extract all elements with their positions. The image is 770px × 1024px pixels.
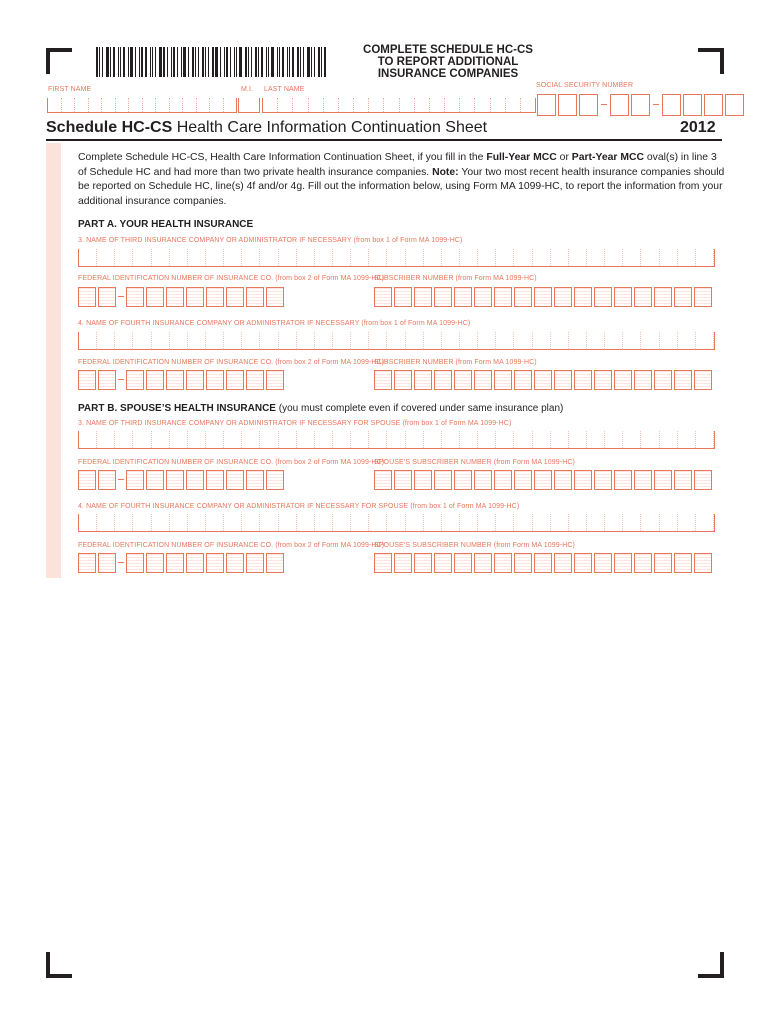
schedule-name: Schedule HC-CS (46, 119, 173, 136)
part-b-subscriber-label-2: SPOUSE’S SUBSCRIBER NUMBER (from Form MA 1099-HC) (374, 542, 575, 549)
registration-mark-bottom-left (46, 952, 72, 978)
part-b-fourth-company-field[interactable] (78, 514, 715, 532)
header-note-line2: TO REPORT ADDITIONAL (377, 56, 519, 68)
part-a-line4-label: 4. NAME OF FOURTH INSURANCE COMPANY OR ADMINISTRATOR IF NECESSARY (from box 1 of Form MA 1099-HC) (78, 320, 471, 327)
part-a-heading: PART A. YOUR HEALTH INSURANCE (78, 219, 254, 230)
part-b-fein-label-1: FEDERAL IDENTIFICATION NUMBER OF INSURANCE CO. (from box 2 of Form MA 1099-HC) (78, 459, 385, 466)
part-b-subscriber-field-2[interactable] (374, 553, 712, 573)
part-b-heading (78, 403, 563, 414)
registration-mark-top-left (46, 48, 72, 74)
schedule-subtitle: Health Care Information Continuation Sheet (176, 119, 488, 136)
part-a-third-company-field[interactable] (78, 249, 715, 267)
part-a-fein-field-2[interactable] (78, 370, 284, 390)
side-bar (46, 143, 61, 578)
part-b-heading-text: PART B. SPOUSE’S HEALTH INSURANCE (78, 403, 276, 414)
part-b-fein-field-1[interactable] (78, 470, 284, 490)
part-b-heading-sub: (you must complete even if covered under same insurance plan) (278, 403, 564, 414)
first-name-label: FIRST NAME (48, 86, 92, 93)
part-a-subscriber-field-2[interactable] (374, 370, 712, 390)
part-b-fein-label-2: FEDERAL IDENTIFICATION NUMBER OF INSURANCE CO. (from box 2 of Form MA 1099-HC) (78, 542, 385, 549)
part-a-fein-field-1[interactable] (78, 287, 284, 307)
tax-year: 2012 (680, 119, 716, 136)
part-a-fourth-company-field[interactable] (78, 332, 715, 350)
registration-mark-top-right (698, 48, 724, 74)
part-a-fein-label-2: FEDERAL IDENTIFICATION NUMBER OF INSURANCE CO. (from box 2 of Form MA 1099-HC) (78, 359, 385, 366)
part-a-subscriber-label-1: SUBSCRIBER NUMBER (from Form MA 1099-HC) (374, 275, 537, 282)
first-name-field[interactable] (47, 98, 237, 113)
part-b-subscriber-label-1: SPOUSE’S SUBSCRIBER NUMBER (from Form MA 1099-HC) (374, 459, 575, 466)
intro-note: Note: (432, 166, 459, 178)
intro-text-2: oval(s) in line 3 of Schedule HC and had more than two private health insurance companies. (78, 152, 717, 178)
header-note-line1: COMPLETE SCHEDULE HC-CS (363, 44, 533, 56)
ssn-field[interactable] (537, 94, 744, 116)
intro-or: or (556, 152, 572, 163)
last-name-field[interactable] (262, 98, 536, 113)
part-b-fein-field-2[interactable] (78, 553, 284, 573)
ssn-label: SOCIAL SECURITY NUMBER (536, 82, 634, 89)
last-name-label: LAST NAME (264, 86, 305, 93)
barcode (96, 47, 334, 77)
part-a-line3-label: 3. NAME OF THIRD INSURANCE COMPANY OR ADMINISTRATOR IF NECESSARY (from box 1 of Form MA 1099-HC) (78, 237, 463, 244)
part-a-subscriber-field-1[interactable] (374, 287, 712, 307)
header-note (350, 44, 546, 80)
intro-part-year: Part-Year MCC (571, 152, 644, 163)
page-title (46, 119, 487, 137)
intro-paragraph (78, 151, 728, 209)
intro-full-year: Full-Year MCC (486, 152, 557, 163)
registration-mark-bottom-right (698, 952, 724, 978)
mi-label: M.I. (241, 86, 254, 93)
part-b-line4-label: 4. NAME OF FOURTH INSURANCE COMPANY OR ADMINISTRATOR IF NECESSARY FOR SPOUSE (from box 1 of Form MA 1099-HC) (78, 503, 520, 510)
intro-text-1: Complete Schedule HC-CS, Health Care Information Continuation Sheet, if you fill in the (78, 152, 487, 163)
header-note-line3: INSURANCE COMPANIES (377, 68, 519, 80)
part-a-subscriber-label-2: SUBSCRIBER NUMBER (from Form MA 1099-HC) (374, 359, 537, 366)
part-b-subscriber-field-1[interactable] (374, 470, 712, 490)
part-b-line3-label: 3. NAME OF THIRD INSURANCE COMPANY OR ADMINISTRATOR IF NECESSARY FOR SPOUSE (from box 1 of Form MA 1099-HC) (78, 420, 512, 427)
part-a-fein-label-1: FEDERAL IDENTIFICATION NUMBER OF INSURANCE CO. (from box 2 of Form MA 1099-HC) (78, 275, 385, 282)
intro-text-3: Your two most recent health insurance companies should be reported on Schedule HC, line(s) 4f and/or 4g. Fill out the information below, using Form MA 1099-HC, to report the information from your additional insurance companies. (78, 166, 725, 207)
part-b-third-company-field[interactable] (78, 431, 715, 449)
mi-field[interactable] (238, 98, 260, 113)
